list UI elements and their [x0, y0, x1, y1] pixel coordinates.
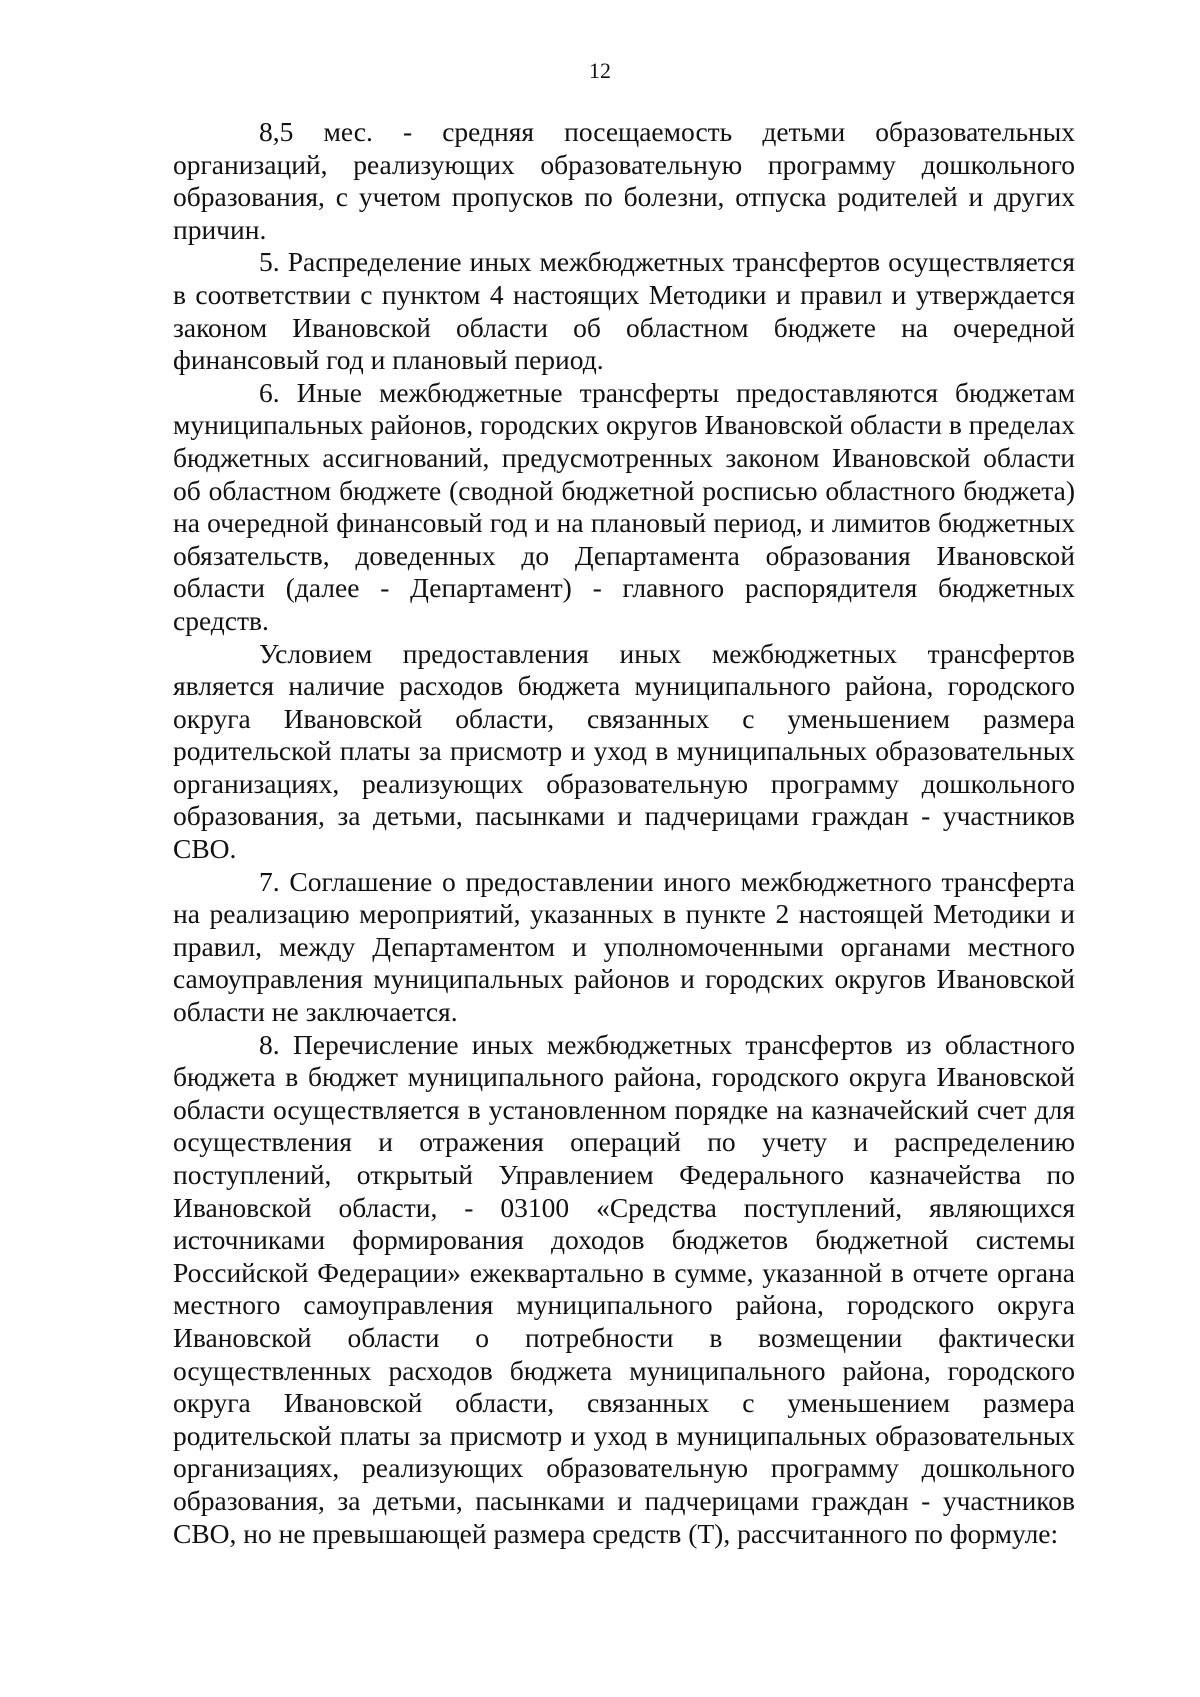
paragraph-6-provision: 6. Иные межбюджетные трансферты предоставляются бюджетам муниципальных районов, городских округов Ивановской области в пределах бюджетных ассигнований, предусмотренных законом Ивановской области об областном бюджете (сводной бюджетной росписью областного бюджета) на очередной финансовый год и на плановый период, и лимитов бюджетных обязательств, доведенных до Департамента образования Ивановской области (далее - Департамент) - главного распорядителя бюджетных средств.: [173, 376, 1075, 636]
paragraph-8-transfer: 8. Перечисление иных межбюджетных трансфертов из областного бюджета в бюджет муниципального района, городского округа Ивановской области осуществляется в установленном порядке на казначейский счет для осуществления и отражения операций по учету и распределению поступлений, открытый Управлением Федерального казначейства по Ивановской области, - 03100 «Средства поступлений, являющихся источниками формирования доходов бюджетов бюджетной системы Российской Федерации» ежеквартально в сумме, указанной в отчете органа местного самоуправления муниципального района, городского округа Ивановской области о потребности в возмещении фактически осуществленных расходов бюджета муниципального района, городского округа Ивановской области, связанных с уменьшением размера родительской платы за присмотр и уход в муниципальных образовательных организациях, реализующих образовательную программу дошкольного образования, за детьми, пасынками и падчерицами граждан - участников СВО, но не превышающей размера средств (Т), рассчитанного по формуле:: [173, 1028, 1075, 1549]
paragraph-condition: Условием предоставления иных межбюджетных трансфертов является наличие расходов бюджета муниципального района, городского округа Ивановской области, связанных с уменьшением размера родительской платы за присмотр и уход в муниципальных образовательных организациях, реализующих образовательную программу дошкольного образования, за детьми, пасынками и падчерицами граждан - участников СВО.: [173, 637, 1075, 865]
paragraph-7-agreement: 7. Соглашение о предоставлении иного межбюджетного трансферта на реализацию мероприятий, указанных в пункте 2 настоящей Методики и правил, между Департаментом и уполномоченными органами местного самоуправления муниципальных районов и городских округов Ивановской области не заключается.: [173, 865, 1075, 1028]
paragraph-5-distribution: 5. Распределение иных межбюджетных трансфертов осуществляется в соответствии с пунктом 4 настоящих Методики и правил и утверждается законом Ивановской области об областном бюджете на очередной финансовый год и плановый период.: [173, 246, 1075, 376]
document-body: [173, 116, 1075, 1550]
paragraph-attendance: 8,5 мес. - средняя посещаемость детьми образовательных организаций, реализующих образовательную программу дошкольного образования, с учетом пропусков по болезни, отпуска родителей и других причин.: [173, 116, 1075, 245]
page-number: 12: [589, 58, 611, 83]
